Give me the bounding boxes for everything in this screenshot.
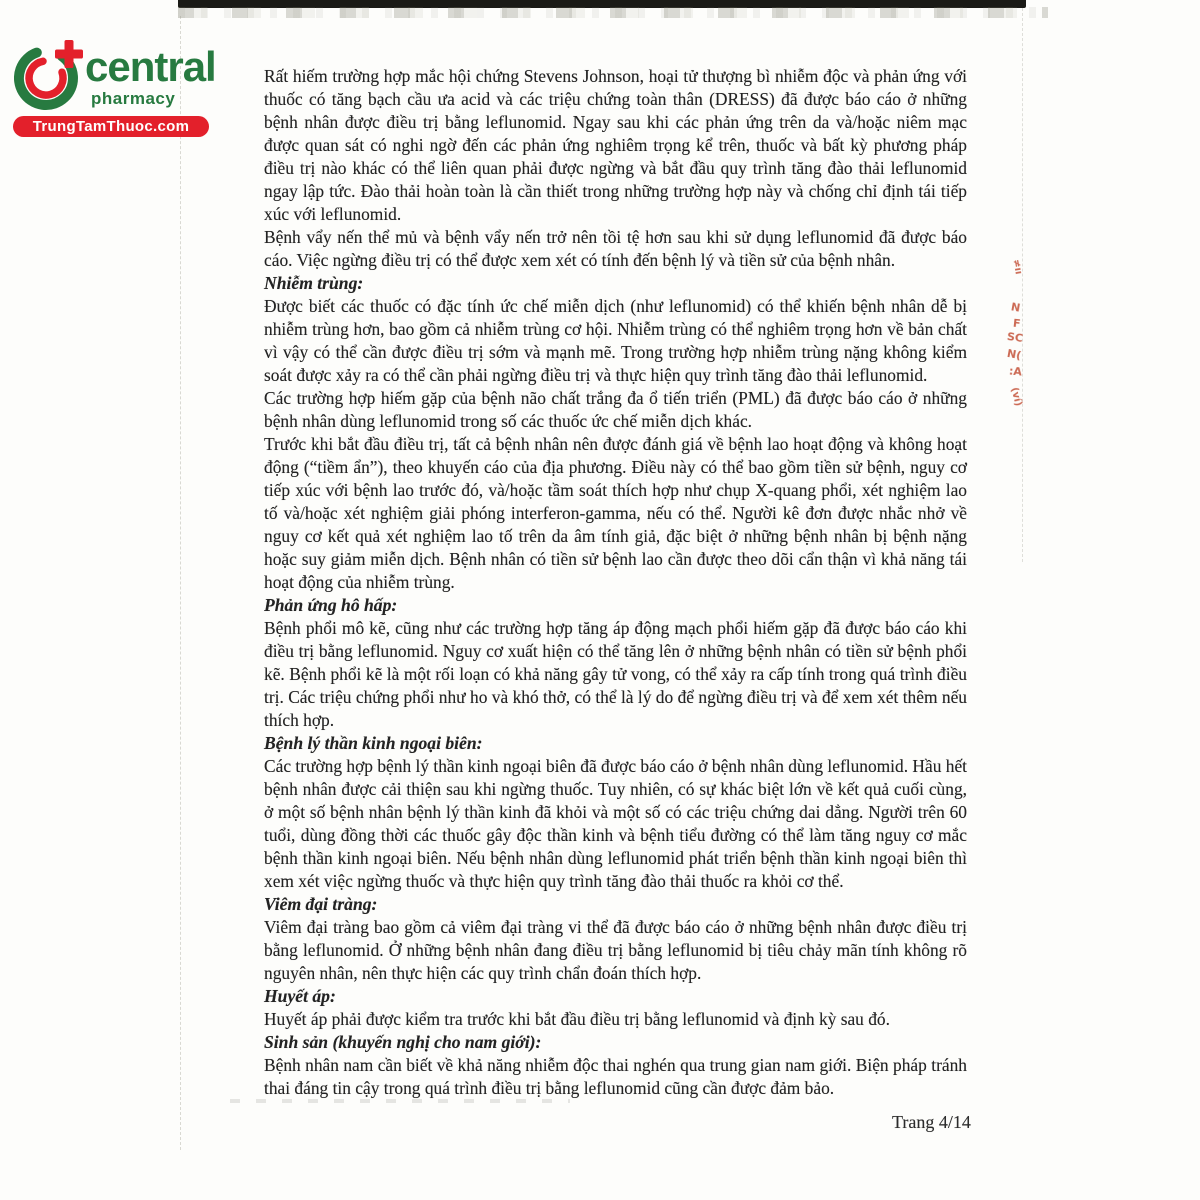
logo-red-arc: [29, 61, 63, 95]
paragraph: Trước khi bắt đầu điều trị, tất cả bệnh nhân nên được đánh giá về bệnh lao hoạt động và không hoạt động (“tiềm ẩn”), theo khuyến cáo của địa phương. Điều này có thể bao gồm tiền sử bệnh, nguy cơ tiếp xúc với bệnh lao trước đó, và/hoặc tầm soát thích hợp như chụp X-quang phổi, xét nghiệm lao tố và/hoặc xét nghiệm giải phóng interferon-gamma, nếu có thể. Người kê đơn được nhắc nhở về nguy cơ kết quả xét nghiệm lao tố trên da âm tính giả, đặc biệt ở những bệnh nhân bị bệnh nặng hoặc suy giảm miễn dịch. Bệnh nhân có tiền sử bệnh lao cần được theo dõi cẩn thận vì khả năng tái hoạt động của nhiễm trùng.: [264, 434, 967, 592]
page-edge-line-left: [180, 16, 181, 1150]
section-heading: Bệnh lý thần kinh ngoại biên:: [264, 733, 483, 753]
paragraph: Rất hiếm trường hợp mắc hội chứng Stevens Johnson, hoại tử thượng bì nhiễm độc và phản ứng với thuốc có tăng bạch cầu ưa acid và các triệu chứng toàn thân (DRESS) đã được báo cáo ở những bệnh nhân được điều trị bằng leflunomid. Ngay sau khi các phản ứng trên da và/hoặc niêm mạc được quan sát có nghi ngờ đến các phản ứng nghiêm trọng kể trên, thuốc và bất kỳ phương pháp điều trị nào khác có thể liên quan phải được ngừng và bắt đầu quy trình tăng đào thải leflunomid ngay lập tức. Đào thải hoàn toàn là cần thiết trong những trường hợp này và chống chỉ định tái tiếp xúc với leflunomid.: [264, 66, 967, 224]
stamp-fragment: N: [1009, 300, 1022, 315]
paragraph: Các trường hợp hiếm gặp của bệnh não chất trắng đa ổ tiến triển (PML) đã được báo cáo ở những bệnh nhân dùng leflunomid trong số các thuốc ức chế miễn dịch khác.: [264, 388, 967, 431]
central-pharmacy-logo-icon: [14, 38, 94, 116]
document-body: [264, 65, 967, 1100]
section-heading: Phản ứng hô hấp:: [264, 595, 398, 615]
stamp-fragment: ≠ıı: [1010, 258, 1024, 276]
page-number: Trang 4/14: [892, 1112, 971, 1132]
paragraph: Các trường hợp bệnh lý thần kinh ngoại biên đã được báo cáo ở bệnh nhân dùng leflunomid. Hầu hết bệnh nhân được cải thiện sau khi ngừng thuốc. Tuy nhiên, có sự khác biệt lớn về kết quả cuối cùng, ở một số bệnh nhân bệnh lý thần kinh đã khỏi và một số có các triệu chứng dai dẳng. Người trên 60 tuổi, dùng đồng thời các thuốc gây độc thần kinh và bệnh tiểu đường có thể làm tăng nguy cơ mắc bệnh thần kinh ngoại biên. Nếu bệnh nhân dùng leflunomid phát triển bệnh thần kinh ngoại biên thì xem xét việc ngừng thuốc và thực hiện quy trình tăng đào thải thuốc ra khỏi cơ thể.: [264, 756, 967, 891]
logo-site-url: TrungTamThuoc.com: [32, 118, 190, 135]
central-pharmacy-logo[interactable]: [12, 36, 244, 138]
section-heading: Huyết áp:: [264, 986, 336, 1006]
stamp-fragment: N(: [1005, 346, 1023, 363]
logo-subtitle-text: pharmacy: [91, 89, 176, 108]
medical-cross-icon: [55, 40, 83, 68]
paragraph: Viêm đại tràng bao gồm cả viêm đại tràng vi thể đã được báo cáo ở những bệnh nhân được điều trị bằng leflunomid. Ở những bệnh nhân đang điều trị bằng leflunomid bị tiêu chảy mãn tính không rõ nguyên nhân, nên thực hiện các quy trình chẩn đoán thích hợp.: [264, 917, 967, 983]
stamp-fragment: F: [1012, 316, 1022, 331]
section-heading: Viêm đại tràng:: [264, 894, 378, 914]
paragraph: Bệnh phổi mô kẽ, cũng như các trường hợp tăng áp động mạch phổi hiếm gặp đã được báo cáo khi điều trị bằng leflunomid. Nguy cơ xuất hiện có thể tăng lên ở những bệnh nhân có tiền sử bệnh phổi kẽ. Bệnh phổi kẽ là một rối loạn có khả năng gây tử vong, có thể xảy ra cấp tính trong quá trình điều trị. Các triệu chứng phổi như ho và khó thở, có thể là lý do để ngừng điều trị và để xem xét thêm nếu thích hợp.: [264, 618, 967, 730]
section-heading: Sinh sản (khuyến nghị cho nam giới):: [264, 1032, 542, 1052]
paragraph: Được biết các thuốc có đặc tính ức chế miễn dịch (như leflunomid) có thể khiến bệnh nhân dễ bị nhiễm trùng hơn, bao gồm cả nhiễm trùng cơ hội. Nhiễm trùng có thể nghiêm trọng hơn về bản chất vì vậy có thể cần được điều trị sớm và mạnh mẽ. Trong trường hợp nhiễm trùng nặng không kiểm soát được xảy ra có thể cần phải ngừng điều trị và thực hiện quy trình tăng đào thải leflunomid.: [264, 296, 967, 385]
stamp-fragment: :A: [1008, 364, 1023, 379]
scan-top-noise: [178, 7, 1048, 18]
red-stamp-marks: [1002, 258, 1036, 428]
paragraph: Huyết áp phải được kiểm tra trước khi bắt đầu điều trị bằng leflunomid và định kỳ sau đó.: [264, 1009, 890, 1029]
paragraph: Bệnh vẩy nến thể mủ và bệnh vẩy nến trở nên tồi tệ hơn sau khi sử dụng leflunomid đã được báo cáo. Việc ngừng điều trị có thể được xem xét có tính đến bệnh lý và tiền sử của bệnh nhân.: [264, 227, 967, 270]
logo-brand-text: central: [85, 43, 216, 90]
section-heading: Nhiễm trùng:: [264, 273, 364, 293]
logo-site-pill[interactable]: [13, 116, 209, 137]
stamp-fragment: (ví): [1008, 386, 1024, 408]
stamp-fragment: SC: [1006, 329, 1024, 346]
paragraph: Bệnh nhân nam cần biết về khả năng nhiễm độc thai nghén qua trung gian nam giới. Biện pháp tránh thai đáng tin cậy trong quá trình điều trị bằng leflunomid cũng cần được đảm bảo.: [264, 1055, 967, 1098]
